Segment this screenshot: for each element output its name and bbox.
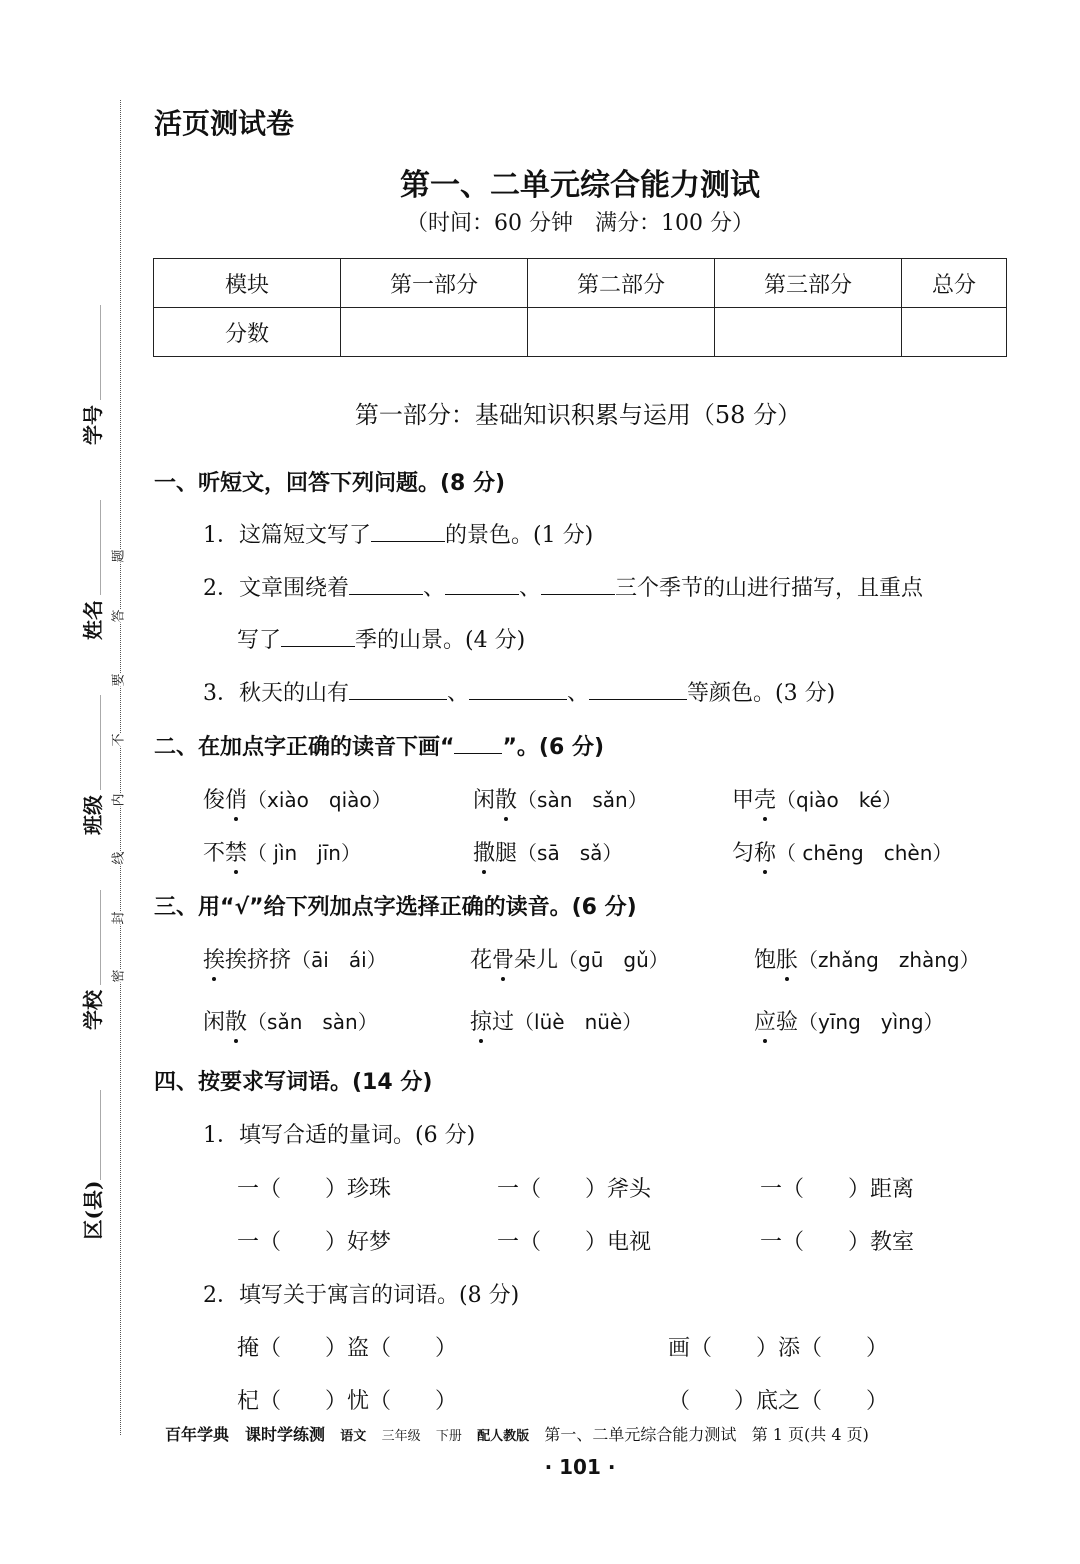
field-line (100, 1090, 101, 1180)
table-header: 第二部分 (528, 259, 715, 308)
dotted-char: 撒 (473, 841, 496, 866)
word-pre: 俊 (203, 788, 226, 813)
field-name: 姓名 (81, 600, 105, 640)
word-pre: 闲 (203, 1010, 226, 1035)
footer-grade: 三年级 (381, 1429, 421, 1444)
word-pre: 闲 (473, 788, 496, 813)
underline-sample (454, 735, 502, 754)
idiom-item[interactable]: （ ）底之（ ） (668, 1389, 889, 1414)
word-pre: 匀 (732, 841, 755, 866)
dotted-char: 掠 (470, 1010, 493, 1035)
dotted-char: 应 (754, 1010, 777, 1035)
section-label: 活页测试卷 (154, 107, 295, 140)
dotted-char: 称 (754, 841, 777, 866)
field-student-id: 学号 (81, 405, 105, 445)
seal-char: 线 (111, 851, 127, 865)
idiom-item[interactable]: 杞（ ）忧（ ） (237, 1389, 458, 1414)
footer-brand: 百年学典 课时学练测 (165, 1425, 326, 1444)
seal-line (120, 100, 121, 1435)
table-header: 模块 (154, 259, 341, 308)
seal-char: 要 (111, 673, 127, 687)
pinyin-item (754, 1005, 944, 1036)
measure-word-item[interactable]: 一（ ）电视 (497, 1230, 652, 1255)
separator: 、 (423, 576, 446, 601)
field-district: 区(县) (81, 1180, 105, 1240)
separator: 、 (519, 576, 542, 601)
answer-blank[interactable] (589, 679, 687, 700)
measure-word-item[interactable]: 一（ ）距离 (760, 1177, 915, 1202)
answer-blank[interactable] (371, 521, 445, 542)
pinyin-item (473, 836, 622, 867)
word-post: 腿 (495, 841, 518, 866)
pinyin-options[interactable]: （sā sǎ） (517, 841, 623, 865)
word-post: 朵儿 (514, 948, 559, 973)
word-pre: 甲 (732, 788, 755, 813)
word-pre: 饱 (754, 948, 777, 973)
item-text: 季的山景。(4 分) (355, 628, 526, 653)
dotted-char: 挨 (203, 948, 226, 973)
table-header: 第三部分 (715, 259, 902, 308)
seal-char: 封 (111, 911, 127, 925)
question-heading: 三、用“√”给下列加点字选择正确的读音。(6 分) (154, 895, 637, 920)
dotted-char: 禁 (225, 841, 248, 866)
answer-blank[interactable] (349, 574, 423, 595)
pinyin-item (473, 783, 648, 814)
answer-blank[interactable] (349, 679, 447, 700)
pinyin-item (470, 1005, 642, 1036)
pinyin-options[interactable]: （yīng yìng） (798, 1010, 944, 1034)
pinyin-options[interactable]: （gū gǔ） (558, 948, 669, 972)
table-header-row (154, 259, 1007, 308)
pinyin-options[interactable]: （lüè nüè） (514, 1010, 643, 1034)
item-text: 2．文章围绕着 (203, 576, 349, 601)
pinyin-options[interactable]: （āi ái） (291, 948, 387, 972)
heading-text: ”。(6 分) (502, 735, 605, 760)
score-table (153, 258, 1007, 357)
question-heading (154, 730, 604, 761)
seal-char: 答 (111, 609, 127, 623)
word-post: 验 (776, 1010, 799, 1035)
answer-blank[interactable] (281, 626, 355, 647)
measure-word-item[interactable]: 一（ ）教室 (760, 1230, 915, 1255)
item-text: 的景色。(1 分) (445, 523, 594, 548)
dotted-char: 俏 (225, 788, 248, 813)
score-cell[interactable] (715, 308, 902, 357)
page-subtitle: （时间：60 分钟 满分：100 分） (406, 211, 754, 236)
field-class: 班级 (81, 795, 105, 835)
footer-test: 第一、二单元综合能力测试 (544, 1425, 737, 1444)
pinyin-options[interactable]: （qiào ké） (776, 788, 902, 812)
word-post: 过 (492, 1010, 515, 1035)
dotted-char: 散 (495, 788, 518, 813)
seal-char: 题 (111, 549, 127, 563)
pinyin-item (754, 943, 980, 974)
pinyin-options[interactable]: （ chēng chèn） (776, 841, 953, 865)
item-text: 等颜色。(3 分) (687, 681, 836, 706)
answer-blank[interactable] (469, 679, 567, 700)
measure-word-item[interactable]: 一（ ）好梦 (237, 1230, 392, 1255)
footer-volume: 下册 (435, 1429, 462, 1444)
pinyin-options[interactable]: （sǎn sàn） (247, 1010, 378, 1034)
table-header: 第一部分 (341, 259, 528, 308)
pinyin-options[interactable]: （ jìn jīn） (247, 841, 361, 865)
question-heading: 四、按要求写词语。(14 分) (154, 1070, 433, 1095)
pinyin-item (470, 943, 669, 974)
table-row (154, 308, 1007, 357)
page-title: 第一、二单元综合能力测试 (400, 168, 760, 203)
question-item (203, 518, 593, 549)
part-title: 第一部分：基础知识积累与运用（58 分） (354, 401, 802, 429)
word-pre: 花 (470, 948, 493, 973)
footer-subject: 语文 (340, 1429, 367, 1444)
question-heading: 一、听短文，回答下列问题。(8 分) (154, 471, 506, 496)
pinyin-options[interactable]: （xiào qiào） (247, 788, 392, 812)
score-cell[interactable] (528, 308, 715, 357)
pinyin-options[interactable]: （zhǎng zhàng） (798, 948, 980, 972)
score-cell[interactable] (341, 308, 528, 357)
seal-char: 内 (111, 793, 127, 807)
pinyin-item (203, 836, 361, 867)
item-text: 三个季节的山进行描写，且重点 (615, 576, 924, 601)
table-header: 总分 (902, 259, 1007, 308)
idiom-item[interactable]: 掩（ ）盗（ ） (237, 1336, 458, 1361)
heading-text: 二、在加点字正确的读音下画“ (154, 735, 455, 760)
page-number: · 101 · (544, 1455, 616, 1479)
question-item (203, 571, 923, 602)
pinyin-item (203, 1005, 378, 1036)
dotted-char: 骨 (492, 948, 515, 973)
word-pre: 不 (203, 841, 226, 866)
pinyin-options[interactable]: （sàn sǎn） (517, 788, 648, 812)
sub-question: 2．填写关于寓言的词语。(8 分) (203, 1283, 520, 1308)
row-label: 分数 (154, 308, 341, 357)
footer (165, 1422, 869, 1445)
pinyin-item (732, 783, 902, 814)
word-post: 挨挤挤 (225, 948, 292, 973)
separator: 、 (447, 681, 470, 706)
answer-blank[interactable] (445, 574, 519, 595)
field-school: 学校 (81, 990, 105, 1030)
question-item (203, 676, 835, 707)
pinyin-item (203, 943, 387, 974)
score-cell[interactable] (902, 308, 1007, 357)
measure-word-item[interactable]: 一（ ）斧头 (497, 1177, 652, 1202)
seal-char: 密 (111, 969, 127, 983)
footer-page-info: 第 1 页(共 4 页) (751, 1425, 869, 1444)
dotted-char: 壳 (754, 788, 777, 813)
seal-char: 不 (111, 733, 127, 747)
dotted-char: 散 (225, 1010, 248, 1035)
dotted-char: 胀 (776, 948, 799, 973)
pinyin-item (203, 783, 392, 814)
sub-question: 1．填写合适的量词。(6 分) (203, 1123, 476, 1148)
item-text: 写了 (237, 628, 282, 653)
footer-edition: 配人教版 (477, 1429, 530, 1444)
answer-blank[interactable] (541, 574, 615, 595)
question-item (237, 623, 525, 654)
measure-word-item[interactable]: 一（ ）珍珠 (237, 1177, 392, 1202)
separator: 、 (567, 681, 590, 706)
idiom-item[interactable]: 画（ ）添（ ） (668, 1336, 889, 1361)
item-text: 3．秋天的山有 (203, 681, 349, 706)
item-text: 1．这篇短文写了 (203, 523, 371, 548)
pinyin-item (732, 836, 952, 867)
